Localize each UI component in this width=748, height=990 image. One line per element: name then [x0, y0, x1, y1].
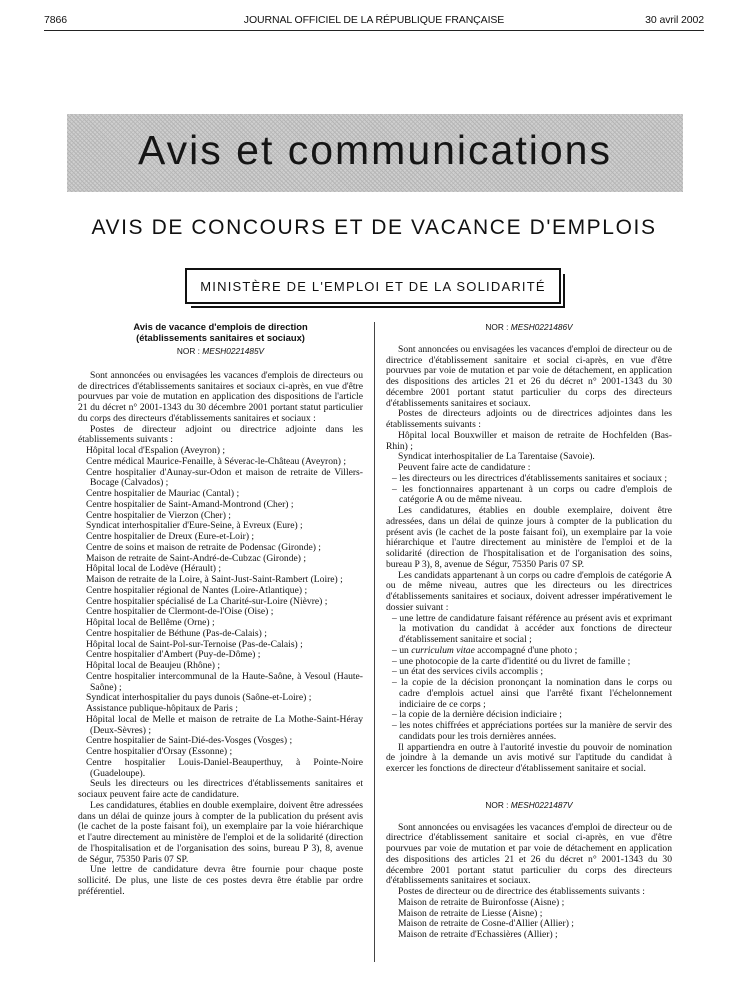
dossier-list — [386, 614, 672, 743]
list-item: – les notes chiffrées et appréciations portées sur la manière de servir des candidats pour les trois dernières années. — [392, 720, 672, 742]
nor-reference — [78, 346, 363, 357]
intro-paragraph: Sont annoncées ou envisagées les vacances d'emplois de directeurs ou de directrices d'établissements sanitaires et sociaux ci-après, en vue d'être pourvues par voie de mutation en application des dispositions de l'article 21 du décret n° 2001-1343 du 30 décembre 2001 portant statut particulier du corps des directeurs d'établissements sanitaires et sociaux : — [78, 369, 363, 424]
establishment-item: Centre hospitalier de Saint-Dié-des-Vosges (Vosges) ; — [86, 735, 293, 747]
ministry-box — [185, 268, 561, 304]
nor-label: NOR : — [485, 322, 509, 332]
running-header — [44, 14, 704, 28]
list-item: – les fonctionnaires appartenant à un corps ou cadre d'emplois de catégorie A ou de même niveau. — [392, 483, 672, 506]
establishment-item: Centre hospitalier intercommunal de la Haute-Saône, à Vesoul (Haute-Saône) ; — [86, 670, 363, 693]
left-column — [78, 322, 363, 898]
band-title: Avis et communications — [138, 127, 612, 173]
establishment-item: Centre hospitalier de Saint-Amand-Montrond (Cher) ; — [86, 498, 294, 510]
paragraph: Peuvent faire acte de candidature : — [398, 462, 531, 473]
section-title: AVIS DE CONCOURS ET DE VACANCE D'EMPLOIS — [91, 216, 657, 239]
establishment-item: Centre hospitalier de Clermont-de-l'Oise (Oise) ; — [86, 606, 274, 618]
establishment-item: Hôpital local de Beaujeu (Rhône) ; — [86, 660, 221, 671]
establishment-item: Hôpital local de Melle et maison de retraite de La Mothe-Saint-Héray (Deux-Sèvres) ; — [86, 713, 363, 736]
list-item — [386, 646, 672, 657]
notice-title-line1: Avis de vacance d'emplois de direction — [133, 321, 308, 332]
establishment-item: Centre hospitalier de Béthune (Pas-de-Calais) ; — [86, 627, 267, 639]
establishment-item: Centre hospitalier de Dreux (Eure-et-Loir) ; — [86, 531, 255, 542]
establishment-item: Maison de retraite d'Echassières (Allier) ; — [398, 929, 558, 940]
notice-title-line2: (établissements sanitaires et sociaux) — [136, 331, 305, 343]
establishment-item: Centre hospitalier de Vierzon (Cher) ; — [86, 509, 231, 521]
establishment-item: Centre hospitalier régional de Nantes (Loire-Atlantique) ; — [86, 584, 308, 596]
list-item-suffix: accompagné d'une photo ; — [474, 644, 578, 656]
issue-date: 30 avril 2002 — [645, 14, 704, 26]
establishment-item: Syndicat interhospitalier de La Tarentaise (Savoie). — [398, 451, 595, 463]
nor-code: MESH0221485V — [202, 346, 265, 356]
right-column — [386, 322, 672, 941]
establishment-item: Syndicat interhospitalier d'Eure-Seine, à Evreux (Eure) ; — [86, 520, 303, 532]
journal-title: JOURNAL OFFICIEL DE LA RÉPUBLIQUE FRANÇAISE — [243, 14, 505, 26]
establishment-item: Centre hospitalier d'Orsay (Essonne) ; — [86, 746, 233, 757]
establishment-item: Centre hospitalier de Mauriac (Cantal) ; — [86, 488, 240, 499]
nor-label: NOR : — [485, 799, 509, 810]
seuls-paragraph: Seuls les directeurs ou les directrices d'établissements sanitaires et sociaux peuvent faire acte de candidature. — [78, 778, 363, 800]
column-divider — [374, 322, 375, 962]
nor-label: NOR : — [176, 346, 200, 356]
postes-paragraph: Postes de directeur adjoint ou directrice adjointe dans les établissements suivants : — [78, 423, 363, 446]
nor-reference — [386, 800, 672, 811]
establishment-item: Maison de retraite de Saint-André-de-Cubzac (Gironde) ; — [86, 552, 307, 564]
list-item: – la copie de la décision prononçant la nomination dans le corps ou cadre d'emplois actuel ainsi que l'arrêté fixant l'échelonnement indiciaire de ce corps ; — [392, 677, 672, 710]
paragraph: Sont annoncées ou envisagées les vacances d'emploi de directeur ou de directrice d'établissement sanitaire et social ci-après, en vue d'être pourvues par voie de mutation et par voie de détachement, en application des dispositions des articles 21 et 26 du décret n° 2001-1343 du 30 décembre 2001 portant statut particulier du corps des directeurs d'établissements sanitaires et sociaux. — [386, 343, 672, 409]
establishment-item: Centre hospitalier Louis-Daniel-Beauperthuy, à Pointe-Noire (Guadeloupe). — [86, 756, 363, 779]
establishment-item: Centre hospitalier d'Aunay-sur-Odon et maison de retraite de Villers-Bocage (Calvados) ; — [86, 466, 363, 489]
establishment-item: Hôpital local de Bellême (Orne) ; — [86, 617, 215, 628]
lettre-paragraph: Une lettre de candidature devra être fournie pour chaque poste sollicité. De plus, une liste de ces postes devra être établie par ordre préférentiel. — [78, 864, 363, 897]
paragraph: Il appartiendra en outre à l'autorité investie du pouvoir de nomination de joindre à la demande un avis motivé sur l'aptitude du candidat à exercer les fonctions de directeur d'établissement sanitaire et social. — [386, 741, 672, 774]
paragraph: Postes de directeur ou de directrice des établissements suivants : — [398, 886, 645, 897]
nor-reference — [386, 322, 672, 333]
establishment-item: Hôpital local de Saint-Pol-sur-Ternoise (Pas-de-Calais) ; — [86, 638, 303, 650]
establishment-item: Centre hospitalier d'Ambert (Puy-de-Dôme) ; — [86, 649, 261, 661]
list-item: – un état des services civils accomplis ; — [392, 666, 544, 678]
establishment-item: Maison de retraite de Liesse (Aisne) ; — [398, 907, 543, 919]
page-number: 7866 — [44, 14, 67, 26]
establishment-item: Hôpital local d'Espalion (Aveyron) ; — [86, 445, 226, 456]
establishment-item: Assistance publique-hôpitaux de Paris ; — [86, 703, 238, 714]
section-band — [67, 114, 683, 192]
establishment-item: Centre hospitalier spécialisé de La Charité-sur-Loire (Nièvre) ; — [86, 595, 328, 607]
establishment-item: Syndicat interhospitalier du pays dunois (Saône-et-Loire) ; — [86, 692, 312, 704]
ministry-title: MINISTÈRE DE L'EMPLOI ET DE LA SOLIDARITÉ — [200, 279, 546, 294]
establishment-item: Maison de retraite de Buironfosse (Aisne) ; — [398, 896, 565, 908]
paragraph: Les candidatures, établies en double exemplaire, doivent être adressées, dans un délai de quinze jours à compter de la publication du présent avis (le cachet de la poste faisant foi), un exemplaire par la voie hiérarchique et l'autre directement au ministère de l'emploi et de la solidarité (direction de l'hospitalisation et de l'organisation des soins, bureau P 3), 8, avenue de Ségur, 75350 Paris 07 SP. — [386, 505, 672, 570]
list-item-italic: curriculum vitae — [411, 644, 475, 656]
establishment-item: Maison de retraite de la Loire, à Saint-Just-Saint-Rambert (Loire) ; — [86, 574, 343, 585]
list-item-prefix: – un — [392, 644, 412, 656]
eligibility-list — [386, 474, 672, 506]
list-item: – la copie de la dernière décision indiciaire ; — [392, 709, 562, 721]
establishment-item: Hôpital local Bouxwiller et maison de retraite de Hochfelden (Bas-Rhin) ; — [386, 429, 672, 452]
establishment-item: Maison de retraite de Cosne-d'Allier (Allier) ; — [398, 918, 574, 930]
candidatures-paragraph: Les candidatures, établies en double exemplaire, doivent être adressées dans un délai de quinze jours à compter de la publication du présent avis (le cachet de la poste faisant foi), un exemplaire par la voie hiérarchique et l'autre directement au ministère de l'emploi et de la solidarité (direction de l'hospitalisation et de l'organisation des soins, bureau P 3), 8, avenue de Ségur, 75350 Paris 07 SP. — [78, 799, 363, 865]
list-item: – une photocopie de la carte d'identité ou du livret de famille ; — [392, 655, 631, 667]
establishment-item: Centre de soins et maison de retraite de Podensac (Gironde) ; — [86, 541, 321, 553]
paragraph: Sont annoncées ou envisagées les vacances d'emploi de directeur ou de directrice d'établissement sanitaire et social ci-après, en vue d'être pourvues par voie de mutation et par voie de détachement en application des dispositions des articles 21 et 26 du décret n° 2001-1343 du 30 décembre 2001 portant statut particulier du corps des directeurs d'établissements sanitaires et sociaux. — [386, 821, 672, 887]
nor-code: MESH0221487V — [510, 799, 573, 810]
notice-title — [78, 322, 363, 343]
paragraph: Les candidats appartenant à un corps ou cadre d'emplois de catégorie A ou de même niveau, autres que les directeurs ou les directrices d'établissements sanitaires et sociaux, doivent adresser impérativement le dossier suivant : — [386, 569, 672, 613]
paragraph: Postes de directeurs adjoints ou de directrices adjointes dans les établissements suivants : — [386, 408, 672, 430]
list-item: – une lettre de candidature faisant référence au présent avis et exprimant la motivation du candidat à accéder aux fonctions de directeur d'établissement sanitaire et social ; — [392, 612, 672, 645]
list-item: – les directeurs ou les directrices d'établissements sanitaires et sociaux ; — [392, 472, 668, 484]
establishment-item: Hôpital local de Lodève (Hérault) ; — [86, 563, 222, 575]
establishment-item: Centre médical Maurice-Fenaille, à Séverac-le-Château (Aveyron) ; — [86, 455, 347, 467]
header-rule — [44, 30, 704, 31]
establishment-list — [78, 446, 363, 779]
nor-code: MESH0221486V — [510, 322, 573, 332]
